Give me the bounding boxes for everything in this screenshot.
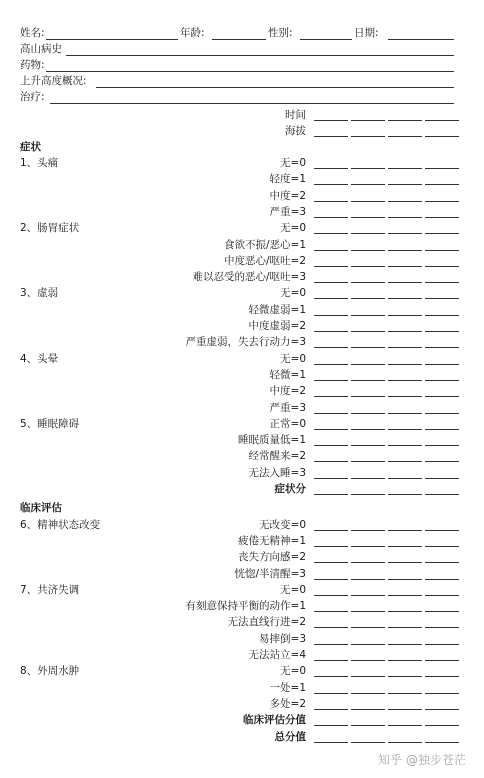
option-label: 中度恶心/呕吐=2 bbox=[223, 254, 306, 267]
score-blank[interactable] bbox=[351, 347, 385, 348]
score-blank[interactable] bbox=[351, 579, 385, 580]
score-blank[interactable] bbox=[425, 250, 459, 251]
score-blank[interactable] bbox=[351, 429, 385, 430]
watermark: 知乎 @独步苍茫 bbox=[378, 753, 466, 767]
score-blank[interactable] bbox=[425, 168, 459, 169]
option-label: 经常醒来=2 bbox=[248, 450, 306, 463]
score-blank[interactable] bbox=[351, 233, 385, 234]
sex-field[interactable] bbox=[300, 39, 352, 40]
score-blank[interactable] bbox=[314, 282, 348, 283]
score-row bbox=[0, 367, 484, 383]
option-label: 无=0 bbox=[280, 352, 306, 365]
score-row bbox=[0, 614, 484, 630]
score-blank[interactable] bbox=[351, 676, 385, 677]
option-label: 轻度=1 bbox=[269, 173, 306, 186]
option-label: 一处=1 bbox=[269, 681, 306, 694]
time-blank[interactable] bbox=[425, 120, 459, 121]
score-blank[interactable] bbox=[388, 429, 422, 430]
score-row bbox=[0, 171, 484, 187]
score-blank[interactable] bbox=[388, 380, 422, 381]
item-title: 5、睡眠障碍 bbox=[20, 417, 80, 430]
altitude-row bbox=[0, 123, 484, 139]
score-blank[interactable] bbox=[351, 266, 385, 267]
score-blank[interactable] bbox=[425, 331, 459, 332]
score-blank[interactable] bbox=[388, 413, 422, 414]
option-label: 无改变=0 bbox=[259, 518, 306, 531]
time-blank[interactable] bbox=[314, 120, 348, 121]
score-blank[interactable] bbox=[314, 579, 348, 580]
date-field[interactable] bbox=[388, 39, 454, 40]
option-label: 无法入睡=3 bbox=[248, 466, 306, 479]
header-row-2 bbox=[20, 42, 464, 56]
score-row bbox=[0, 204, 484, 220]
option-label: 易摔倒=3 bbox=[259, 632, 306, 645]
score-blank[interactable] bbox=[425, 461, 459, 462]
score-blank[interactable] bbox=[314, 709, 348, 710]
score-blank[interactable] bbox=[425, 282, 459, 283]
score-blank[interactable] bbox=[388, 315, 422, 316]
history-field[interactable] bbox=[66, 55, 454, 56]
score-blank[interactable] bbox=[314, 676, 348, 677]
score-row bbox=[0, 237, 484, 253]
score-blank[interactable] bbox=[351, 184, 385, 185]
score-blank[interactable] bbox=[425, 217, 459, 218]
score-blank[interactable] bbox=[351, 201, 385, 202]
score-blank[interactable] bbox=[388, 595, 422, 596]
score-row bbox=[0, 566, 484, 582]
score-blank[interactable] bbox=[351, 644, 385, 645]
option-label: 丧失方向感=2 bbox=[238, 551, 306, 564]
score-blank[interactable] bbox=[351, 530, 385, 531]
option-label: 无法站立=4 bbox=[248, 649, 306, 661]
score-blank[interactable] bbox=[314, 445, 348, 446]
score-row bbox=[0, 647, 484, 663]
meds-field[interactable] bbox=[46, 71, 454, 72]
score-row bbox=[0, 549, 484, 565]
score-blank[interactable] bbox=[314, 693, 348, 694]
score-blank[interactable] bbox=[314, 315, 348, 316]
score-blank[interactable] bbox=[314, 298, 348, 299]
time-row bbox=[0, 107, 484, 123]
score-row bbox=[0, 448, 484, 464]
score-blank[interactable] bbox=[314, 530, 348, 531]
altitude-blank[interactable] bbox=[425, 136, 459, 137]
total-score-label-blank[interactable] bbox=[425, 742, 459, 743]
symptom-score-label-blank[interactable] bbox=[351, 494, 385, 495]
score-blank[interactable] bbox=[314, 233, 348, 234]
score-blank[interactable] bbox=[351, 315, 385, 316]
score-blank[interactable] bbox=[314, 168, 348, 169]
score-blank[interactable] bbox=[314, 347, 348, 348]
score-blank[interactable] bbox=[425, 445, 459, 446]
date-label: 日期: bbox=[354, 27, 379, 39]
option-label: 严重=3 bbox=[269, 205, 306, 218]
score-blank[interactable] bbox=[425, 660, 459, 661]
score-blank[interactable] bbox=[351, 709, 385, 710]
option-label: 中度=2 bbox=[269, 189, 306, 202]
time-label: 时间 bbox=[285, 109, 306, 121]
score-row bbox=[0, 253, 484, 269]
score-blank[interactable] bbox=[314, 201, 348, 202]
score-blank[interactable] bbox=[425, 627, 459, 628]
score-row bbox=[0, 631, 484, 647]
score-row bbox=[0, 663, 484, 679]
score-blank[interactable] bbox=[388, 217, 422, 218]
score-blank[interactable] bbox=[314, 266, 348, 267]
score-blank[interactable] bbox=[388, 627, 422, 628]
total-score-label-blank[interactable] bbox=[351, 742, 385, 743]
score-blank[interactable] bbox=[351, 478, 385, 479]
score-blank[interactable] bbox=[351, 331, 385, 332]
option-label: 无=0 bbox=[280, 583, 306, 596]
score-row bbox=[0, 582, 484, 598]
score-row bbox=[0, 533, 484, 549]
score-blank[interactable] bbox=[425, 644, 459, 645]
score-blank[interactable] bbox=[425, 709, 459, 710]
score-blank[interactable] bbox=[388, 233, 422, 234]
option-label: 无=0 bbox=[280, 665, 306, 678]
item-title: 6、精神状态改变 bbox=[20, 518, 101, 531]
score-blank[interactable] bbox=[351, 413, 385, 414]
score-blank[interactable] bbox=[425, 478, 459, 479]
ascent-field[interactable] bbox=[96, 87, 454, 88]
symptom-score-label-row bbox=[0, 481, 484, 497]
score-blank[interactable] bbox=[425, 315, 459, 316]
score-row bbox=[0, 680, 484, 696]
score-blank[interactable] bbox=[388, 546, 422, 547]
score-blank[interactable] bbox=[314, 396, 348, 397]
treatment-label: 治疗: bbox=[20, 91, 45, 103]
score-row bbox=[0, 517, 484, 533]
score-blank[interactable] bbox=[314, 331, 348, 332]
score-blank[interactable] bbox=[388, 282, 422, 283]
clinical-score-label-blank[interactable] bbox=[314, 725, 348, 726]
score-blank[interactable] bbox=[388, 478, 422, 479]
score-row bbox=[0, 432, 484, 448]
score-blank[interactable] bbox=[388, 530, 422, 531]
time-blank[interactable] bbox=[351, 120, 385, 121]
altitude-blank[interactable] bbox=[351, 136, 385, 137]
option-label: 恍惚/半清醒=3 bbox=[234, 567, 306, 580]
item-title: 3、虚弱 bbox=[20, 287, 59, 300]
score-blank[interactable] bbox=[388, 693, 422, 694]
score-blank[interactable] bbox=[314, 380, 348, 381]
score-row bbox=[0, 351, 484, 367]
score-row bbox=[0, 155, 484, 171]
score-blank[interactable] bbox=[388, 364, 422, 365]
score-blank[interactable] bbox=[388, 331, 422, 332]
score-row bbox=[0, 269, 484, 285]
score-blank[interactable] bbox=[351, 217, 385, 218]
option-label: 疲倦无精神=1 bbox=[238, 534, 306, 547]
score-blank[interactable] bbox=[314, 429, 348, 430]
option-label: 难以忍受的恶心/呕吐=3 bbox=[192, 271, 306, 284]
option-label: 轻微=1 bbox=[269, 368, 306, 381]
score-blank[interactable] bbox=[425, 380, 459, 381]
score-blank[interactable] bbox=[314, 364, 348, 365]
score-blank[interactable] bbox=[388, 266, 422, 267]
score-blank[interactable] bbox=[314, 546, 348, 547]
score-blank[interactable] bbox=[425, 611, 459, 612]
symptom-score-label-blank[interactable] bbox=[314, 494, 348, 495]
score-blank[interactable] bbox=[388, 168, 422, 169]
score-blank[interactable] bbox=[425, 676, 459, 677]
score-blank[interactable] bbox=[314, 627, 348, 628]
altitude-blank[interactable] bbox=[314, 136, 348, 137]
score-blank[interactable] bbox=[425, 298, 459, 299]
score-blank[interactable] bbox=[388, 298, 422, 299]
score-row bbox=[0, 696, 484, 712]
score-blank[interactable] bbox=[351, 660, 385, 661]
score-row bbox=[0, 598, 484, 614]
score-blank[interactable] bbox=[425, 530, 459, 531]
score-row bbox=[0, 383, 484, 399]
score-blank[interactable] bbox=[388, 562, 422, 563]
item-title: 8、外周水肿 bbox=[20, 665, 80, 678]
score-blank[interactable] bbox=[425, 347, 459, 348]
option-label: 食欲不振/恶心=1 bbox=[223, 238, 306, 251]
score-row bbox=[0, 302, 484, 318]
option-label: 无=0 bbox=[280, 287, 306, 300]
symptom-score-label-blank[interactable] bbox=[425, 494, 459, 495]
item-title: 7、共济失调 bbox=[20, 583, 80, 596]
score-blank[interactable] bbox=[351, 627, 385, 628]
score-blank[interactable] bbox=[388, 644, 422, 645]
score-blank[interactable] bbox=[388, 611, 422, 612]
score-blank[interactable] bbox=[425, 546, 459, 547]
ascent-label: 上升高度概况: bbox=[20, 75, 87, 87]
score-blank[interactable] bbox=[351, 611, 385, 612]
score-blank[interactable] bbox=[388, 579, 422, 580]
score-blank[interactable] bbox=[425, 184, 459, 185]
treatment-field[interactable] bbox=[50, 103, 454, 104]
score-blank[interactable] bbox=[388, 676, 422, 677]
symptom-score-label-blank[interactable] bbox=[388, 494, 422, 495]
altitude-blank[interactable] bbox=[388, 136, 422, 137]
option-label: 中度=2 bbox=[269, 385, 306, 398]
option-label: 正常=0 bbox=[269, 417, 306, 430]
clinical-score-label: 临床评估分值 bbox=[243, 714, 306, 727]
score-blank[interactable] bbox=[351, 298, 385, 299]
score-row bbox=[0, 416, 484, 432]
option-label: 多处=2 bbox=[269, 697, 306, 710]
score-blank[interactable] bbox=[351, 250, 385, 251]
score-blank[interactable] bbox=[314, 478, 348, 479]
score-blank[interactable] bbox=[351, 445, 385, 446]
score-blank[interactable] bbox=[388, 660, 422, 661]
score-blank[interactable] bbox=[351, 168, 385, 169]
score-blank[interactable] bbox=[314, 611, 348, 612]
score-blank[interactable] bbox=[351, 595, 385, 596]
item-title: 4、头晕 bbox=[20, 352, 59, 365]
score-blank[interactable] bbox=[351, 364, 385, 365]
score-blank[interactable] bbox=[425, 413, 459, 414]
clinical-score-label-blank[interactable] bbox=[425, 725, 459, 726]
option-label: 严重虚弱，失去行动力=3 bbox=[185, 336, 306, 349]
score-blank[interactable] bbox=[425, 396, 459, 397]
score-blank[interactable] bbox=[425, 579, 459, 580]
option-label: 无法直线行进=2 bbox=[227, 616, 306, 629]
score-row bbox=[0, 465, 484, 481]
score-blank[interactable] bbox=[388, 201, 422, 202]
option-label: 睡眠质量低=1 bbox=[238, 434, 306, 447]
clinical-title: 临床评估 bbox=[20, 502, 62, 515]
score-blank[interactable] bbox=[388, 461, 422, 462]
header-row-5 bbox=[20, 90, 464, 104]
score-row bbox=[0, 285, 484, 301]
score-blank[interactable] bbox=[388, 396, 422, 397]
score-blank[interactable] bbox=[425, 233, 459, 234]
age-label: 年龄: bbox=[180, 27, 205, 39]
score-blank[interactable] bbox=[314, 644, 348, 645]
score-blank[interactable] bbox=[351, 396, 385, 397]
clinical-score-label-row bbox=[0, 712, 484, 728]
item-title: 2、肠胃症状 bbox=[20, 222, 80, 235]
option-label: 轻微虚弱=1 bbox=[248, 303, 306, 316]
score-blank[interactable] bbox=[351, 282, 385, 283]
item-title: 1、头痛 bbox=[20, 157, 59, 169]
symptom-score-label: 症状分 bbox=[274, 483, 306, 495]
score-row bbox=[0, 220, 484, 236]
total-score-label-row bbox=[0, 729, 484, 745]
clinical-score-label-blank[interactable] bbox=[388, 725, 422, 726]
option-label: 严重=3 bbox=[269, 401, 306, 414]
score-blank[interactable] bbox=[388, 184, 422, 185]
score-row bbox=[0, 334, 484, 350]
score-blank[interactable] bbox=[314, 660, 348, 661]
option-label: 中度虚弱=2 bbox=[248, 320, 306, 332]
sex-label: 性别: bbox=[268, 27, 293, 39]
header-row-4 bbox=[20, 74, 464, 88]
score-blank[interactable] bbox=[314, 595, 348, 596]
score-blank[interactable] bbox=[351, 546, 385, 547]
header-row-1 bbox=[20, 26, 464, 40]
score-blank[interactable] bbox=[425, 595, 459, 596]
score-blank[interactable] bbox=[425, 364, 459, 365]
score-blank[interactable] bbox=[351, 380, 385, 381]
score-blank[interactable] bbox=[314, 217, 348, 218]
score-blank[interactable] bbox=[388, 445, 422, 446]
total-score-label-blank[interactable] bbox=[388, 742, 422, 743]
score-blank[interactable] bbox=[351, 562, 385, 563]
score-blank[interactable] bbox=[425, 266, 459, 267]
score-blank[interactable] bbox=[425, 693, 459, 694]
option-label: 有刻意保持平衡的动作=1 bbox=[185, 600, 306, 613]
total-score-label: 总分值 bbox=[274, 730, 306, 743]
score-blank[interactable] bbox=[388, 709, 422, 710]
score-blank[interactable] bbox=[314, 461, 348, 462]
name-field[interactable] bbox=[46, 39, 178, 40]
score-blank[interactable] bbox=[314, 184, 348, 185]
score-blank[interactable] bbox=[425, 429, 459, 430]
score-blank[interactable] bbox=[425, 562, 459, 563]
meds-label: 药物: bbox=[20, 59, 45, 71]
score-row bbox=[0, 188, 484, 204]
score-blank[interactable] bbox=[314, 413, 348, 414]
option-label: 无=0 bbox=[280, 157, 306, 169]
symptoms-title: 症状 bbox=[20, 141, 41, 153]
altitude-label: 海拔 bbox=[285, 125, 306, 137]
score-blank[interactable] bbox=[351, 461, 385, 462]
score-blank[interactable] bbox=[314, 562, 348, 563]
score-blank[interactable] bbox=[314, 250, 348, 251]
score-row bbox=[0, 318, 484, 334]
name-label: 姓名: bbox=[20, 27, 45, 39]
score-blank[interactable] bbox=[388, 250, 422, 251]
option-label: 无=0 bbox=[280, 222, 306, 235]
score-blank[interactable] bbox=[388, 347, 422, 348]
score-blank[interactable] bbox=[351, 693, 385, 694]
score-row bbox=[0, 400, 484, 416]
header-row-3 bbox=[20, 58, 464, 72]
time-blank[interactable] bbox=[388, 120, 422, 121]
score-blank[interactable] bbox=[425, 201, 459, 202]
age-field[interactable] bbox=[212, 39, 266, 40]
clinical-score-label-blank[interactable] bbox=[351, 725, 385, 726]
total-score-label-blank[interactable] bbox=[314, 742, 348, 743]
history-label: 高山病史 bbox=[20, 43, 62, 55]
